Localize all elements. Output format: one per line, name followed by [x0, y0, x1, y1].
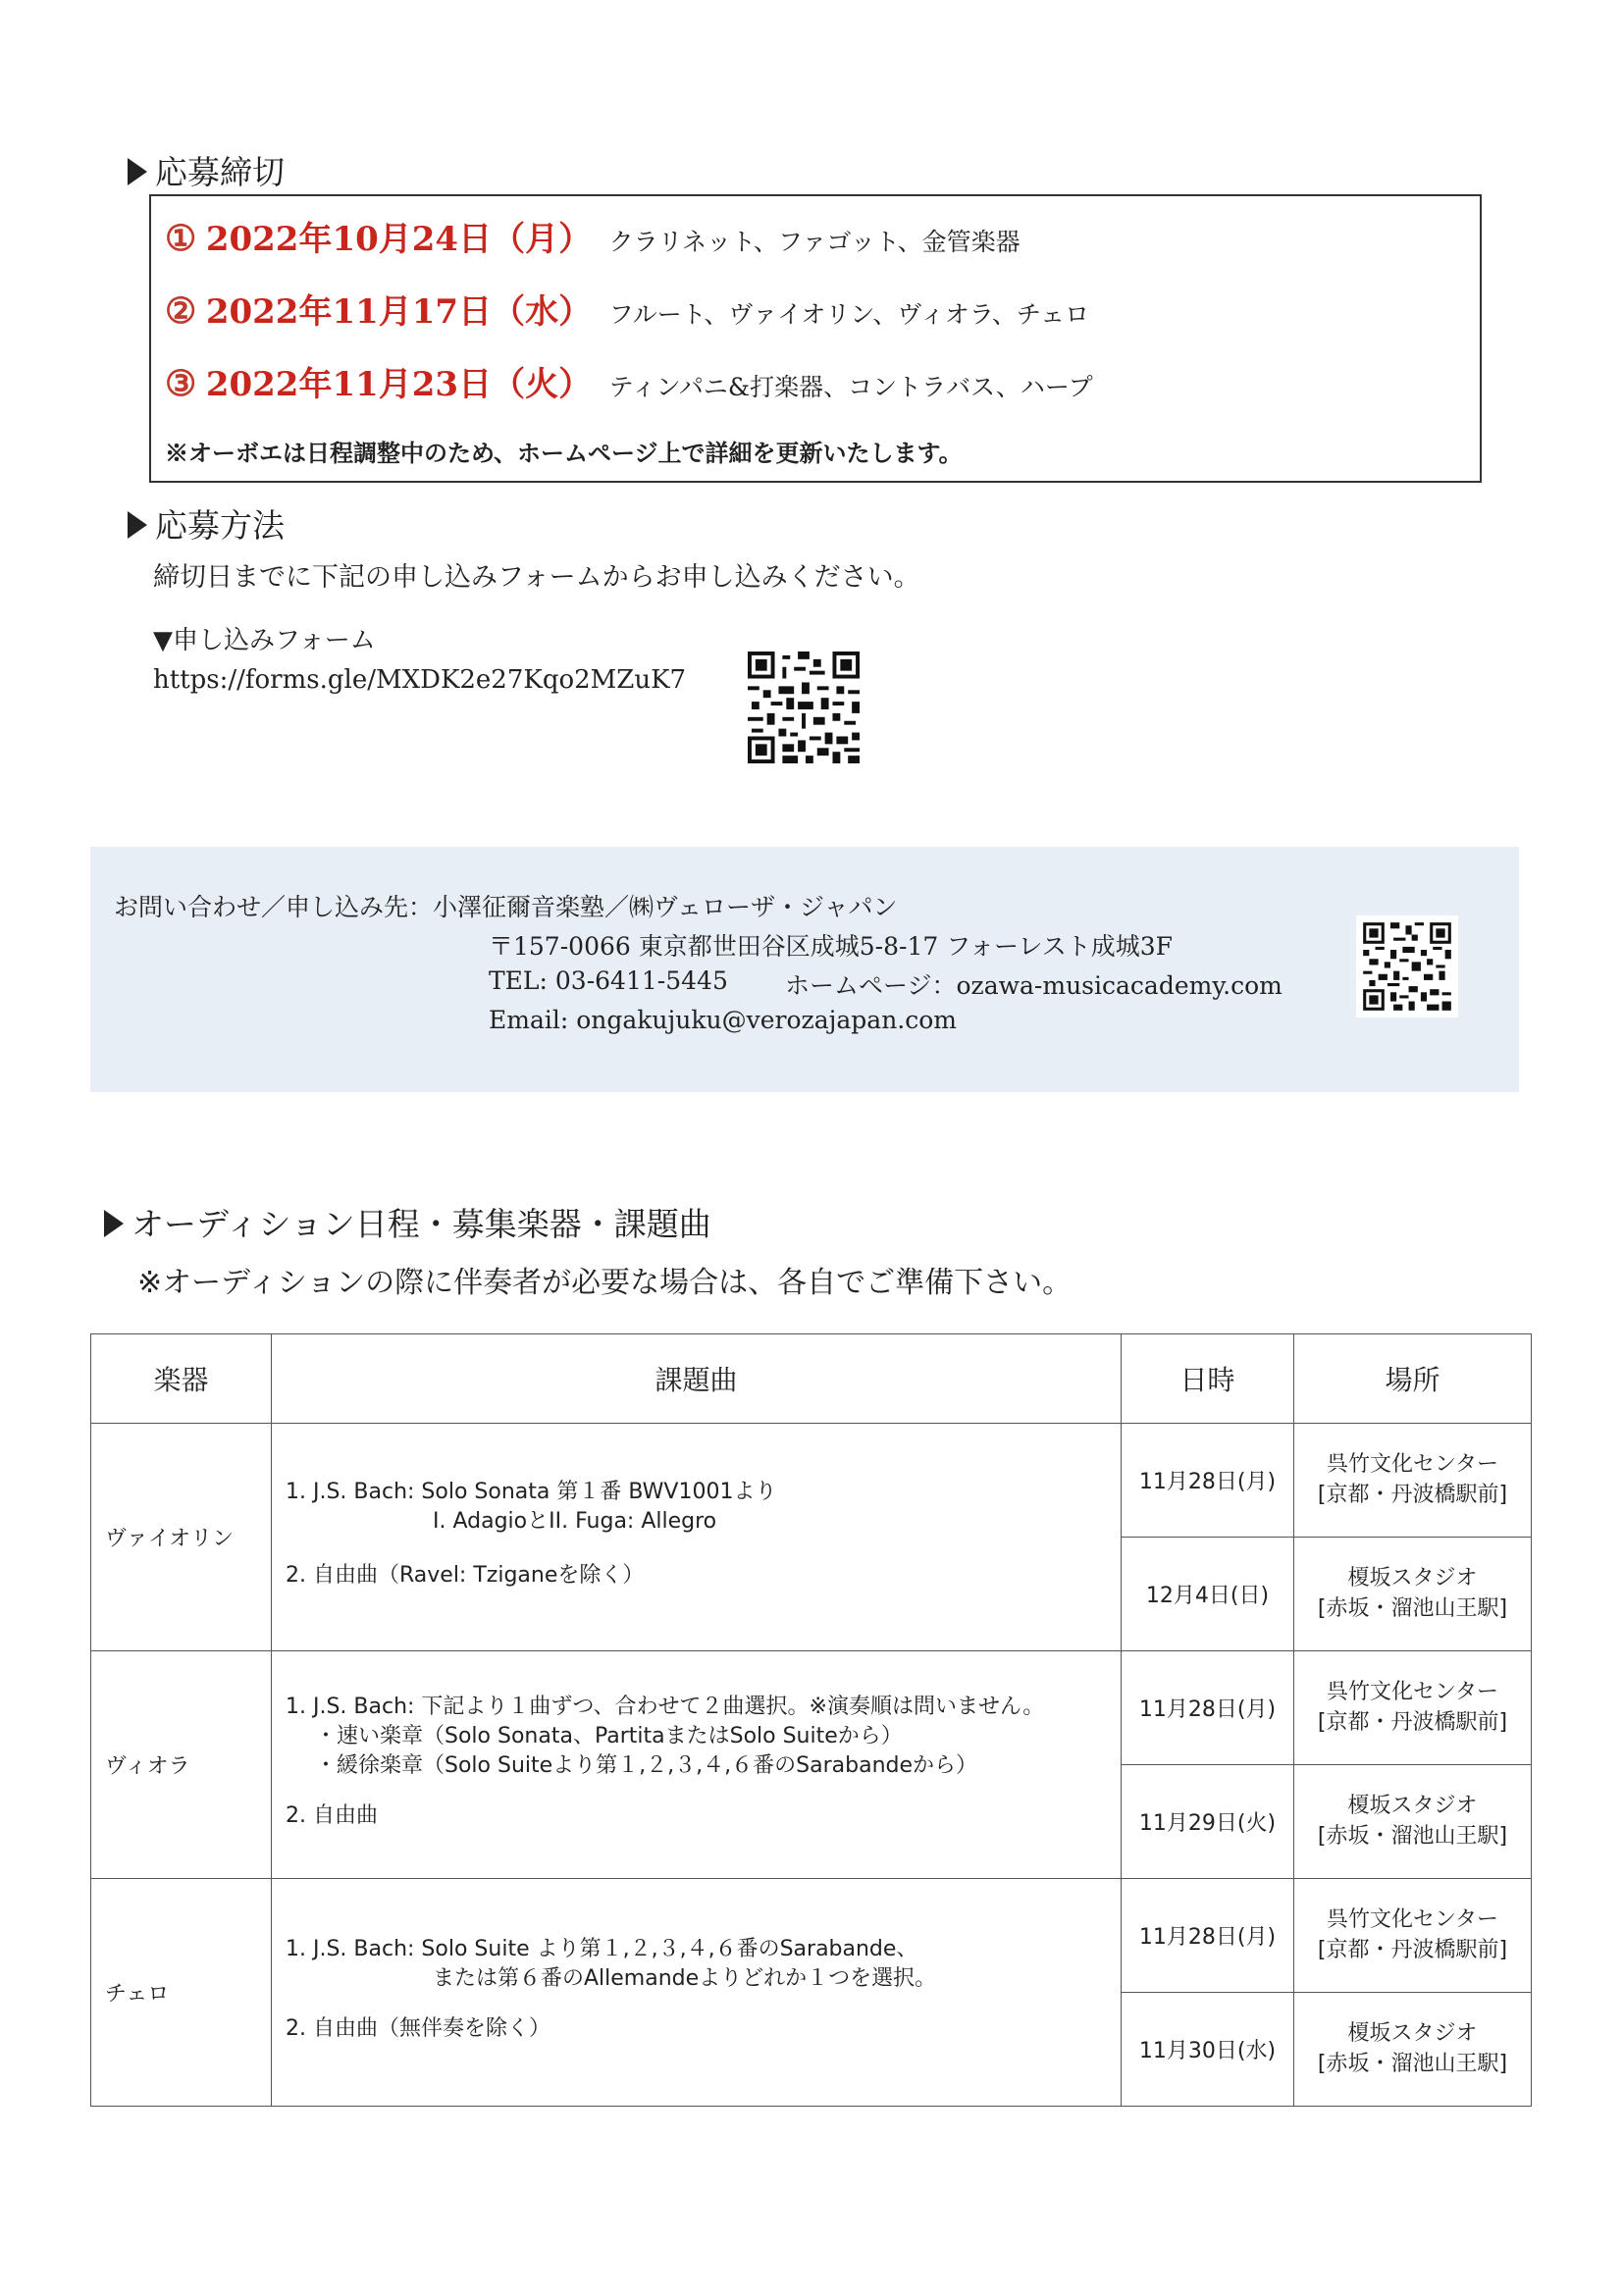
deadline-heading: 応募締切	[128, 147, 285, 193]
date-cell: 11月28日(月)	[1122, 1651, 1294, 1765]
place-cell: 榎坂スタジオ [赤坂・溜池山王駅]	[1294, 1765, 1532, 1879]
piece-cell: 1. J.S. Bach: Solo Suite より第１,２,３,４,６番のSarabande、 または第６番のAllemandeよりどれか１つを選択。 2. 自由曲（無伴奏を除く）	[272, 1879, 1122, 2107]
date-cell: 12月4日(日)	[1122, 1538, 1294, 1651]
contact-label: お問い合わせ／申し込み先：小澤征爾音楽塾／㈱ヴェローザ・ジャパン	[114, 893, 898, 921]
form-url[interactable]: https://forms.gle/MXDK2e27Kqo2MZuK7	[153, 665, 687, 695]
place-cell: 呉竹文化センター [京都・丹波橋駅前]	[1294, 1879, 1532, 1993]
qr-code-icon	[748, 652, 860, 763]
date-cell: 11月28日(月)	[1122, 1424, 1294, 1538]
instrument-cell: ヴァイオリン	[91, 1424, 272, 1651]
method-text: 締切日までに下記の申し込みフォームからお申し込みください。	[153, 562, 920, 593]
deadline-row: ③ 2022年11月23日（火） ティンパニ&打楽器、コントラバス、ハープ	[165, 363, 1093, 404]
date-cell: 11月30日(水)	[1122, 1993, 1294, 2107]
place-cell: 呉竹文化センター [京都・丹波橋駅前]	[1294, 1651, 1532, 1765]
triangle-bullet-icon	[104, 1210, 124, 1237]
place-cell: 榎坂スタジオ [赤坂・溜池山王駅]	[1294, 1538, 1532, 1651]
column-header: 課題曲	[272, 1334, 1122, 1424]
table-header-row	[91, 1334, 1532, 1424]
audition-heading: オーディション日程・募集楽器・課題曲	[104, 1199, 711, 1245]
contact-homepage[interactable]: ホームページ：ozawa-musicacademy.com	[785, 971, 1283, 1000]
date-cell: 11月29日(火)	[1122, 1765, 1294, 1879]
form-label: ▼申し込みフォーム	[153, 626, 376, 655]
audition-note: ※オーディションの際に伴奏者が必要な場合は、各自でご準備下さい。	[137, 1266, 1073, 1300]
table-row	[91, 1651, 1532, 1765]
triangle-bullet-icon	[128, 511, 147, 539]
deadline-row: ① 2022年10月24日（月） クラリネット、ファゴット、金管楽器	[165, 218, 1021, 259]
place-cell: 呉竹文化センター [京都・丹波橋駅前]	[1294, 1424, 1532, 1538]
method-heading: 応募方法	[128, 500, 285, 547]
column-header: 場所	[1294, 1334, 1532, 1424]
deadline-note: ※オーボエは日程調整中のため、ホームページ上で詳細を更新いたします。	[165, 439, 963, 467]
place-cell: 榎坂スタジオ [赤坂・溜池山王駅]	[1294, 1993, 1532, 2107]
column-header: 楽器	[91, 1334, 272, 1424]
contact-tel: TEL: 03-6411-5445	[489, 966, 728, 995]
column-header: 日時	[1122, 1334, 1294, 1424]
date-cell: 11月28日(月)	[1122, 1879, 1294, 1993]
deadline-box	[149, 194, 1482, 483]
audition-table	[90, 1333, 1532, 2107]
triangle-bullet-icon	[128, 158, 147, 185]
instrument-cell: チェロ	[91, 1879, 272, 2107]
piece-cell: 1. J.S. Bach: Solo Sonata 第１番 BWV1001より I. AdagioとII. Fuga: Allegro 2. 自由曲（Ravel: Tziganeを除く）	[272, 1424, 1122, 1651]
contact-address: 〒157-0066 東京都世田谷区成城5-8-17 フォーレスト成城3F	[489, 932, 1173, 961]
table-row	[91, 1879, 1532, 1993]
deadline-row: ② 2022年11月17日（水） フルート、ヴァイオリン、ヴィオラ、チェロ	[165, 290, 1090, 332]
contact-email[interactable]: Email: ongakujuku@verozajapan.com	[489, 1006, 958, 1034]
contact-panel	[90, 847, 1519, 1092]
table-row	[91, 1424, 1532, 1538]
instrument-cell: ヴィオラ	[91, 1651, 272, 1879]
qr-code-icon	[1356, 915, 1458, 1018]
piece-cell: 1. J.S. Bach: 下記より１曲ずつ、合わせて２曲選択。※演奏順は問いません。 ・速い楽章（Solo Sonata、PartitaまたはSolo Suiteから） ・緩徐楽章（Solo Suiteより第１,２,３,４,６番のSarabandeから） 2. 自由曲	[272, 1651, 1122, 1879]
